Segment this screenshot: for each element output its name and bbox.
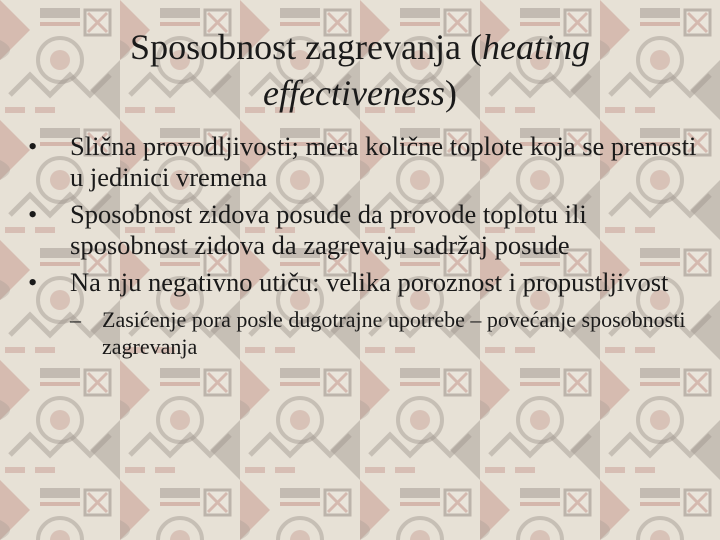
title-italic: heating effectiveness (263, 27, 590, 113)
bullet-item (28, 131, 698, 193)
title-main: Sposobnost zagrevanja ( (130, 27, 482, 67)
bullet-marker: • (28, 267, 38, 297)
sub-bullet-list (70, 306, 698, 360)
sub-bullet-marker: – (70, 307, 81, 332)
title-close: ) (444, 73, 457, 113)
bullet-text: Sposobnost zidova posude da provode toplotu ili sposobnost zidova da zagrevaju sadržaj posude (70, 199, 587, 260)
sub-bullet-item (70, 306, 698, 360)
sub-bullet-text: Zasićenje pora posle dugotrajne upotrebe – povećanje sposobnosti zagrevanja (102, 307, 686, 359)
bullet-text: Slična provodljivosti; mera količne toplote koja se prenosti u jedinici vremena (70, 131, 697, 192)
bullet-item (28, 199, 698, 261)
bullet-list (28, 131, 698, 366)
bullet-marker: • (28, 199, 38, 229)
slide-title (60, 24, 660, 116)
bullet-text: Na nju negativno utiču: velika poroznost i propustljivost (70, 267, 669, 297)
bullet-item (28, 267, 698, 360)
bullet-marker: • (28, 131, 38, 161)
